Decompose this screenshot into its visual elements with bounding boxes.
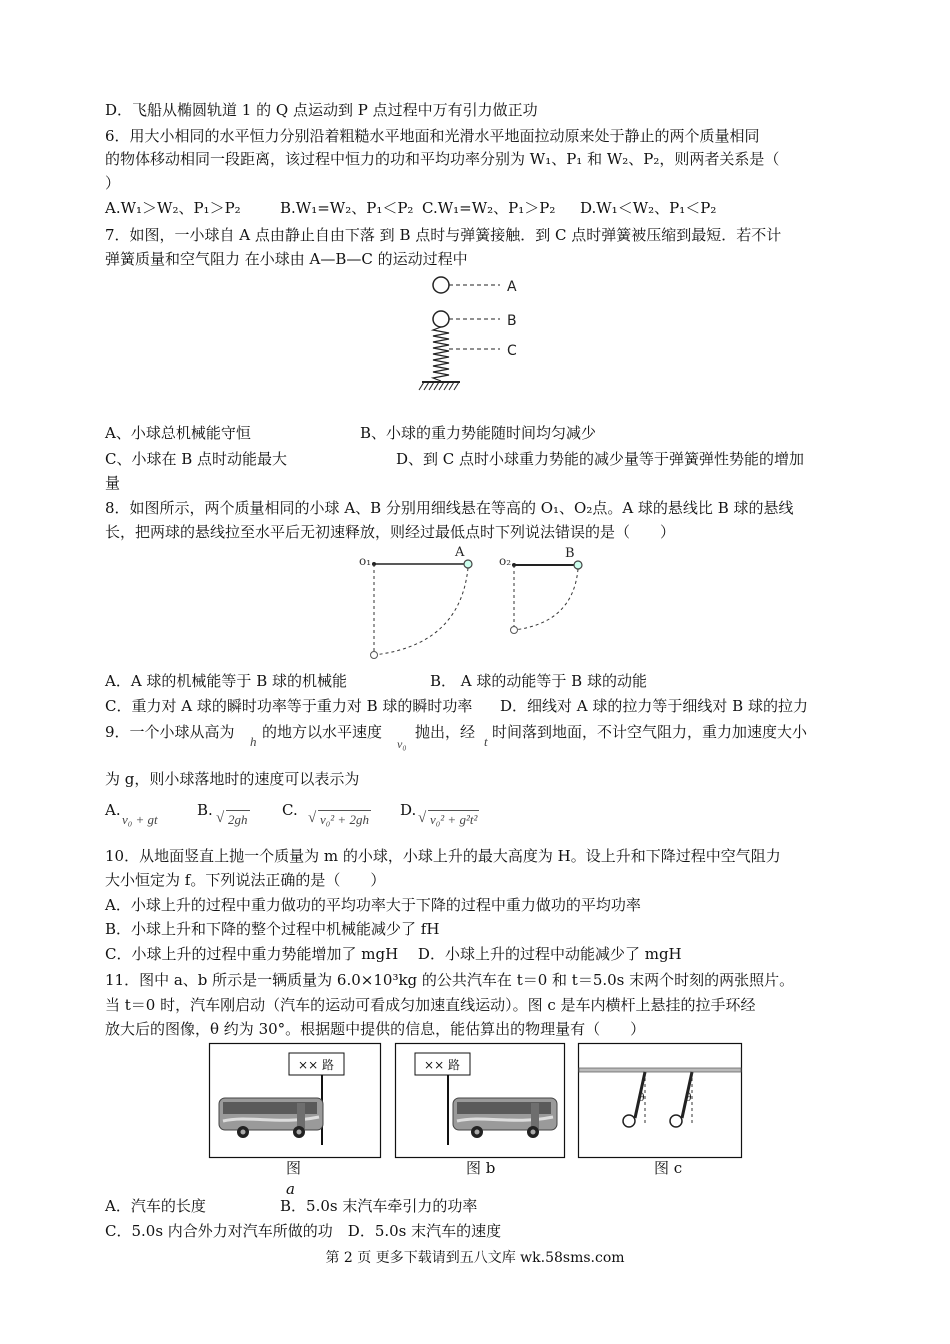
q7-option-d-cont: 量 — [105, 474, 121, 492]
q6-option-d: D.W₁＜W₂、P₁＜P₂ — [580, 199, 717, 217]
q8-option-a: A．A 球的机械能等于 B 球的机械能 — [105, 672, 347, 690]
q7-stem-line2: 弹簧质量和空气阻力 在小球由 A—B—C 的运动过程中 — [105, 250, 468, 268]
q11-option-a: A．汽车的长度 — [105, 1197, 206, 1215]
label-o1: o₁ — [359, 554, 372, 568]
handle-ring — [670, 1115, 682, 1127]
q9-stem-part1: 9．一个小球从高为 — [105, 723, 235, 741]
q10-option-c-d: C．小球上升的过程中重力势能增加了 mgH D．小球上升的过程中动能减少了 mgH — [105, 945, 682, 963]
q10-stem-line1: 10．从地面竖直上抛一个质量为 m 的小球，小球上升的最大高度为 H。设上升和下降过程中空气阻力 — [105, 847, 781, 865]
theta-label: θ — [685, 1091, 692, 1104]
bus-photo-b — [395, 1043, 565, 1158]
q9-symbol-t: t — [484, 734, 488, 749]
spring-figure — [400, 270, 550, 400]
q9-option-d-label: D. — [400, 801, 417, 819]
sqrt-icon: √ — [308, 810, 317, 826]
sign-text: ×× 路 — [424, 1058, 460, 1072]
q9-option-c-expr: v₀² + 2gh — [320, 812, 369, 827]
ball-b — [433, 311, 449, 327]
label-c: C — [507, 343, 517, 359]
ball-b — [574, 561, 582, 569]
q6-stem-line3: ） — [105, 174, 121, 192]
q11-stem-line2: 当 t＝0 时，汽车刚启动（汽车的运动可看成匀加速直线运动）。图 c 是车内横杆上悬挂的拉手环经 — [105, 996, 756, 1014]
q9-option-d-expr: v₀² + g²t² — [430, 812, 478, 827]
handle-ring — [623, 1115, 635, 1127]
q8-stem-line1: 8．如图所示，两个质量相同的小球 A、B 分别用细线悬在等高的 O₁、O₂点。A 球的悬线比 B 球的悬线 — [105, 499, 794, 517]
q6-option-c: C.W₁=W₂、P₁＞P₂ — [422, 199, 556, 217]
q11-stem-line3: 放大后的图像，θ 约为 30°。根据题中提供的信息，能估算出的物理量有（ ） — [105, 1020, 646, 1038]
bus-photo-a — [209, 1043, 381, 1158]
q6-option-a: A.W₁＞W₂、P₁＞P₂ — [105, 199, 241, 217]
q9-stem-line2: 为 g，则小球落地时的速度可以表示为 — [105, 770, 360, 788]
label-a: A — [507, 279, 517, 295]
sqrt-icon: √ — [216, 810, 225, 826]
q8-option-b: B． A 球的动能等于 B 球的动能 — [430, 672, 647, 690]
q9-option-c-label: C. — [282, 801, 298, 819]
q6-option-b: B.W₁=W₂、P₁＜P₂ — [280, 199, 414, 217]
q7-option-a: A、小球总机械能守恒 — [105, 424, 251, 442]
q7-option-b: B、小球的重力势能随时间均匀减少 — [360, 424, 597, 442]
label-b: B — [565, 546, 575, 561]
q7-option-d: D、到 C 点时小球重力势能的减少量等于弹簧弹性势能的增加 — [396, 450, 805, 468]
q8-option-c: C．重力对 A 球的瞬时功率等于重力对 B 球的瞬时功率 — [105, 697, 473, 715]
q7-option-c: C、小球在 B 点时动能最大 — [105, 450, 288, 468]
q9-option-a-expr: v₀ + gt — [122, 812, 158, 827]
q6-stem-line1: 6．用大小相同的水平恒力分别沿着粗糙水平地面和光滑水平地面拉动原来处于静止的两个质量相同 — [105, 127, 760, 145]
q11-option-c-d: C．5.0s 内合外力对汽车所做的功 D．5.0s 末汽车的速度 — [105, 1222, 502, 1240]
handrail-bar — [579, 1068, 741, 1072]
figure-c-caption: 图 c — [654, 1159, 683, 1177]
q7-stem-line1: 7．如图，一小球自 A 点由静止自由下落 到 B 点时与弹簧接触．到 C 点时弹簧被压缩到最短．若不计 — [105, 226, 782, 244]
q9-stem-part2: 的地方以水平速度 — [262, 723, 383, 741]
figure-b-caption: 图 b — [466, 1159, 496, 1177]
q5-option-d: D．飞船从椭圆轨道 1 的 Q 点运动到 P 点过程中万有引力做正功 — [105, 101, 538, 119]
q9-symbol-v0: v₀ — [397, 737, 407, 751]
sign-text: ×× 路 — [298, 1058, 334, 1072]
page-footer: 第 2 页 更多下载请到五八文库 wk.58sms.com — [325, 1250, 625, 1266]
spring — [433, 327, 449, 381]
pendulum-figure — [355, 545, 595, 670]
q8-option-d: D．细线对 A 球的拉力等于细线对 B 球的拉力 — [500, 697, 808, 715]
label-o2: o₂ — [499, 554, 512, 568]
handle-figure-c — [578, 1043, 742, 1158]
figure-a-caption: 图 — [286, 1159, 302, 1177]
q9-stem-part4: 时间落到地面，不计空气阻力，重力加速度大小 — [492, 723, 808, 741]
q9-option-b-label: B. — [197, 801, 213, 819]
figure-a-caption-letter: a — [286, 1180, 295, 1198]
q11-option-b: B．5.0s 末汽车牵引力的功率 — [280, 1197, 478, 1215]
q10-option-b: B．小球上升和下降的整个过程中机械能减少了 fH — [105, 920, 440, 938]
label-b: B — [507, 313, 517, 329]
q9-option-a-label: A. — [105, 801, 121, 819]
q9-option-b-expr: 2gh — [228, 812, 248, 827]
ball-a — [464, 560, 472, 568]
q9-symbol-h: h — [250, 734, 257, 749]
q6-stem-line2: 的物体移动相同一段距离，该过程中恒力的功和平均功率分别为 W₁、P₁ 和 W₂、P₂，则两者关系是（ — [105, 150, 780, 168]
q9-stem-part3: 抛出，经 — [415, 723, 476, 741]
label-a: A — [455, 545, 465, 560]
q10-option-a: A．小球上升的过程中重力做功的平均功率大于下降的过程中重力做功的平均功率 — [105, 896, 641, 914]
q11-stem-line1: 11．图中 a、b 所示是一辆质量为 6.0×10³kg 的公共汽车在 t＝0 和 t＝5.0s 末两个时刻的两张照片。 — [105, 971, 795, 989]
sqrt-icon: √ — [418, 810, 427, 826]
q8-stem-line2: 长，把两球的悬线拉至水平后无初速释放，则经过最低点时下列说法错误的是（ ） — [105, 523, 676, 541]
q10-stem-line2: 大小恒定为 f。下列说法正确的是（ ） — [105, 871, 386, 889]
theta-label: θ — [638, 1091, 645, 1104]
ball-a — [433, 277, 449, 293]
